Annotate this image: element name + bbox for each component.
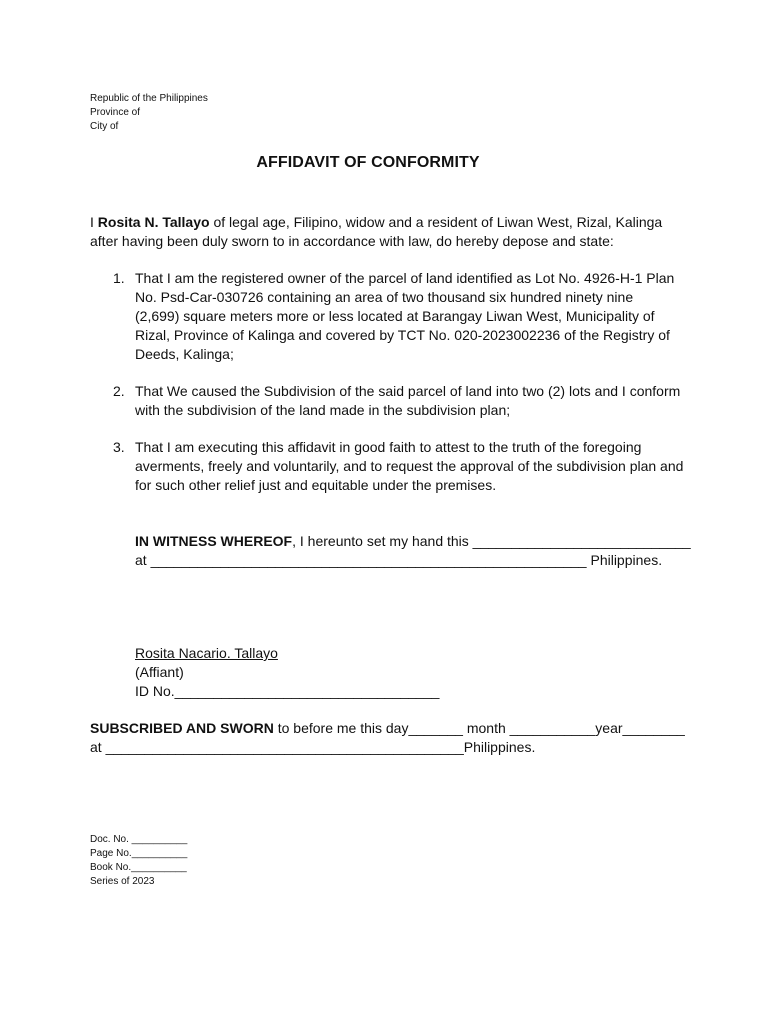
intro-prefix: I: [90, 214, 94, 230]
witness-line-2: at ________________________________________________________ Philippines.: [135, 552, 663, 568]
sworn-line-1: [90, 719, 685, 738]
notary-book-no: Book No.__________: [90, 862, 187, 873]
list-item-line: for such other relief just and equitable under the premises.: [135, 477, 497, 493]
list-item-line: That I am executing this affidavit in good faith to attest to the truth of the foregoing: [135, 439, 642, 455]
witness-rest: , I hereunto set my hand this ____________________________: [292, 533, 691, 549]
list-item-line: That I am the registered owner of the parcel of land identified as Lot No. 4926-H-1 Plan: [135, 270, 675, 286]
list-item-line: averments, freely and voluntarily, and to request the approval of the subdivision plan and: [135, 458, 684, 474]
notary-series: Series of 2023: [90, 876, 155, 887]
list-item-number: 3.: [113, 439, 125, 455]
document-title: AFFIDAVIT OF CONFORMITY: [256, 154, 480, 171]
sworn-rest: to before me this day_______ month ___________year________: [273, 720, 685, 736]
header-republic: Republic of the Philippines: [90, 93, 208, 104]
notary-page-no: Page No.__________: [90, 848, 188, 859]
list-item-line: with the subdivision of the land made in the subdivision plan;: [135, 402, 511, 418]
affiant-role: (Affiant): [135, 664, 184, 680]
affiant-name-bold: Rosita N. Tallayo: [97, 214, 210, 230]
intro-line-1: [90, 213, 662, 232]
intro-line-2: after having been duly sworn to in accordance with law, do hereby depose and state:: [90, 233, 614, 249]
list-item-line: That We caused the Subdivision of the said parcel of land into two (2) lots and I conform: [135, 383, 681, 399]
list-item-number: 2.: [113, 383, 125, 399]
list-item-line: Deeds, Kalinga;: [135, 346, 234, 362]
affiant-name: Rosita Nacario. Tallayo: [135, 645, 278, 661]
affiant-id: ID No.__________________________________: [135, 683, 440, 699]
sworn-bold: SUBSCRIBED AND SWORN: [90, 720, 274, 736]
list-item-line: Rizal, Province of Kalinga and covered by TCT No. 020-2023002236 of the Registry of: [135, 327, 670, 343]
notary-doc-no: Doc. No. __________: [90, 834, 188, 845]
sworn-line-2: at ______________________________________________Philippines.: [90, 739, 536, 755]
list-item-line: No. Psd-Car-030726 containing an area of two thousand six hundred ninety nine: [135, 289, 634, 305]
header-city: City of: [90, 121, 119, 132]
header-province: Province of: [90, 107, 141, 118]
witness-line-1: [135, 532, 691, 551]
list-item-number: 1.: [113, 270, 125, 286]
witness-bold: IN WITNESS WHEREOF: [135, 533, 293, 549]
intro-rest: of legal age, Filipino, widow and a resident of Liwan West, Rizal, Kalinga: [209, 214, 663, 230]
list-item-line: (2,699) square meters more or less located at Barangay Liwan West, Municipality of: [135, 308, 655, 324]
